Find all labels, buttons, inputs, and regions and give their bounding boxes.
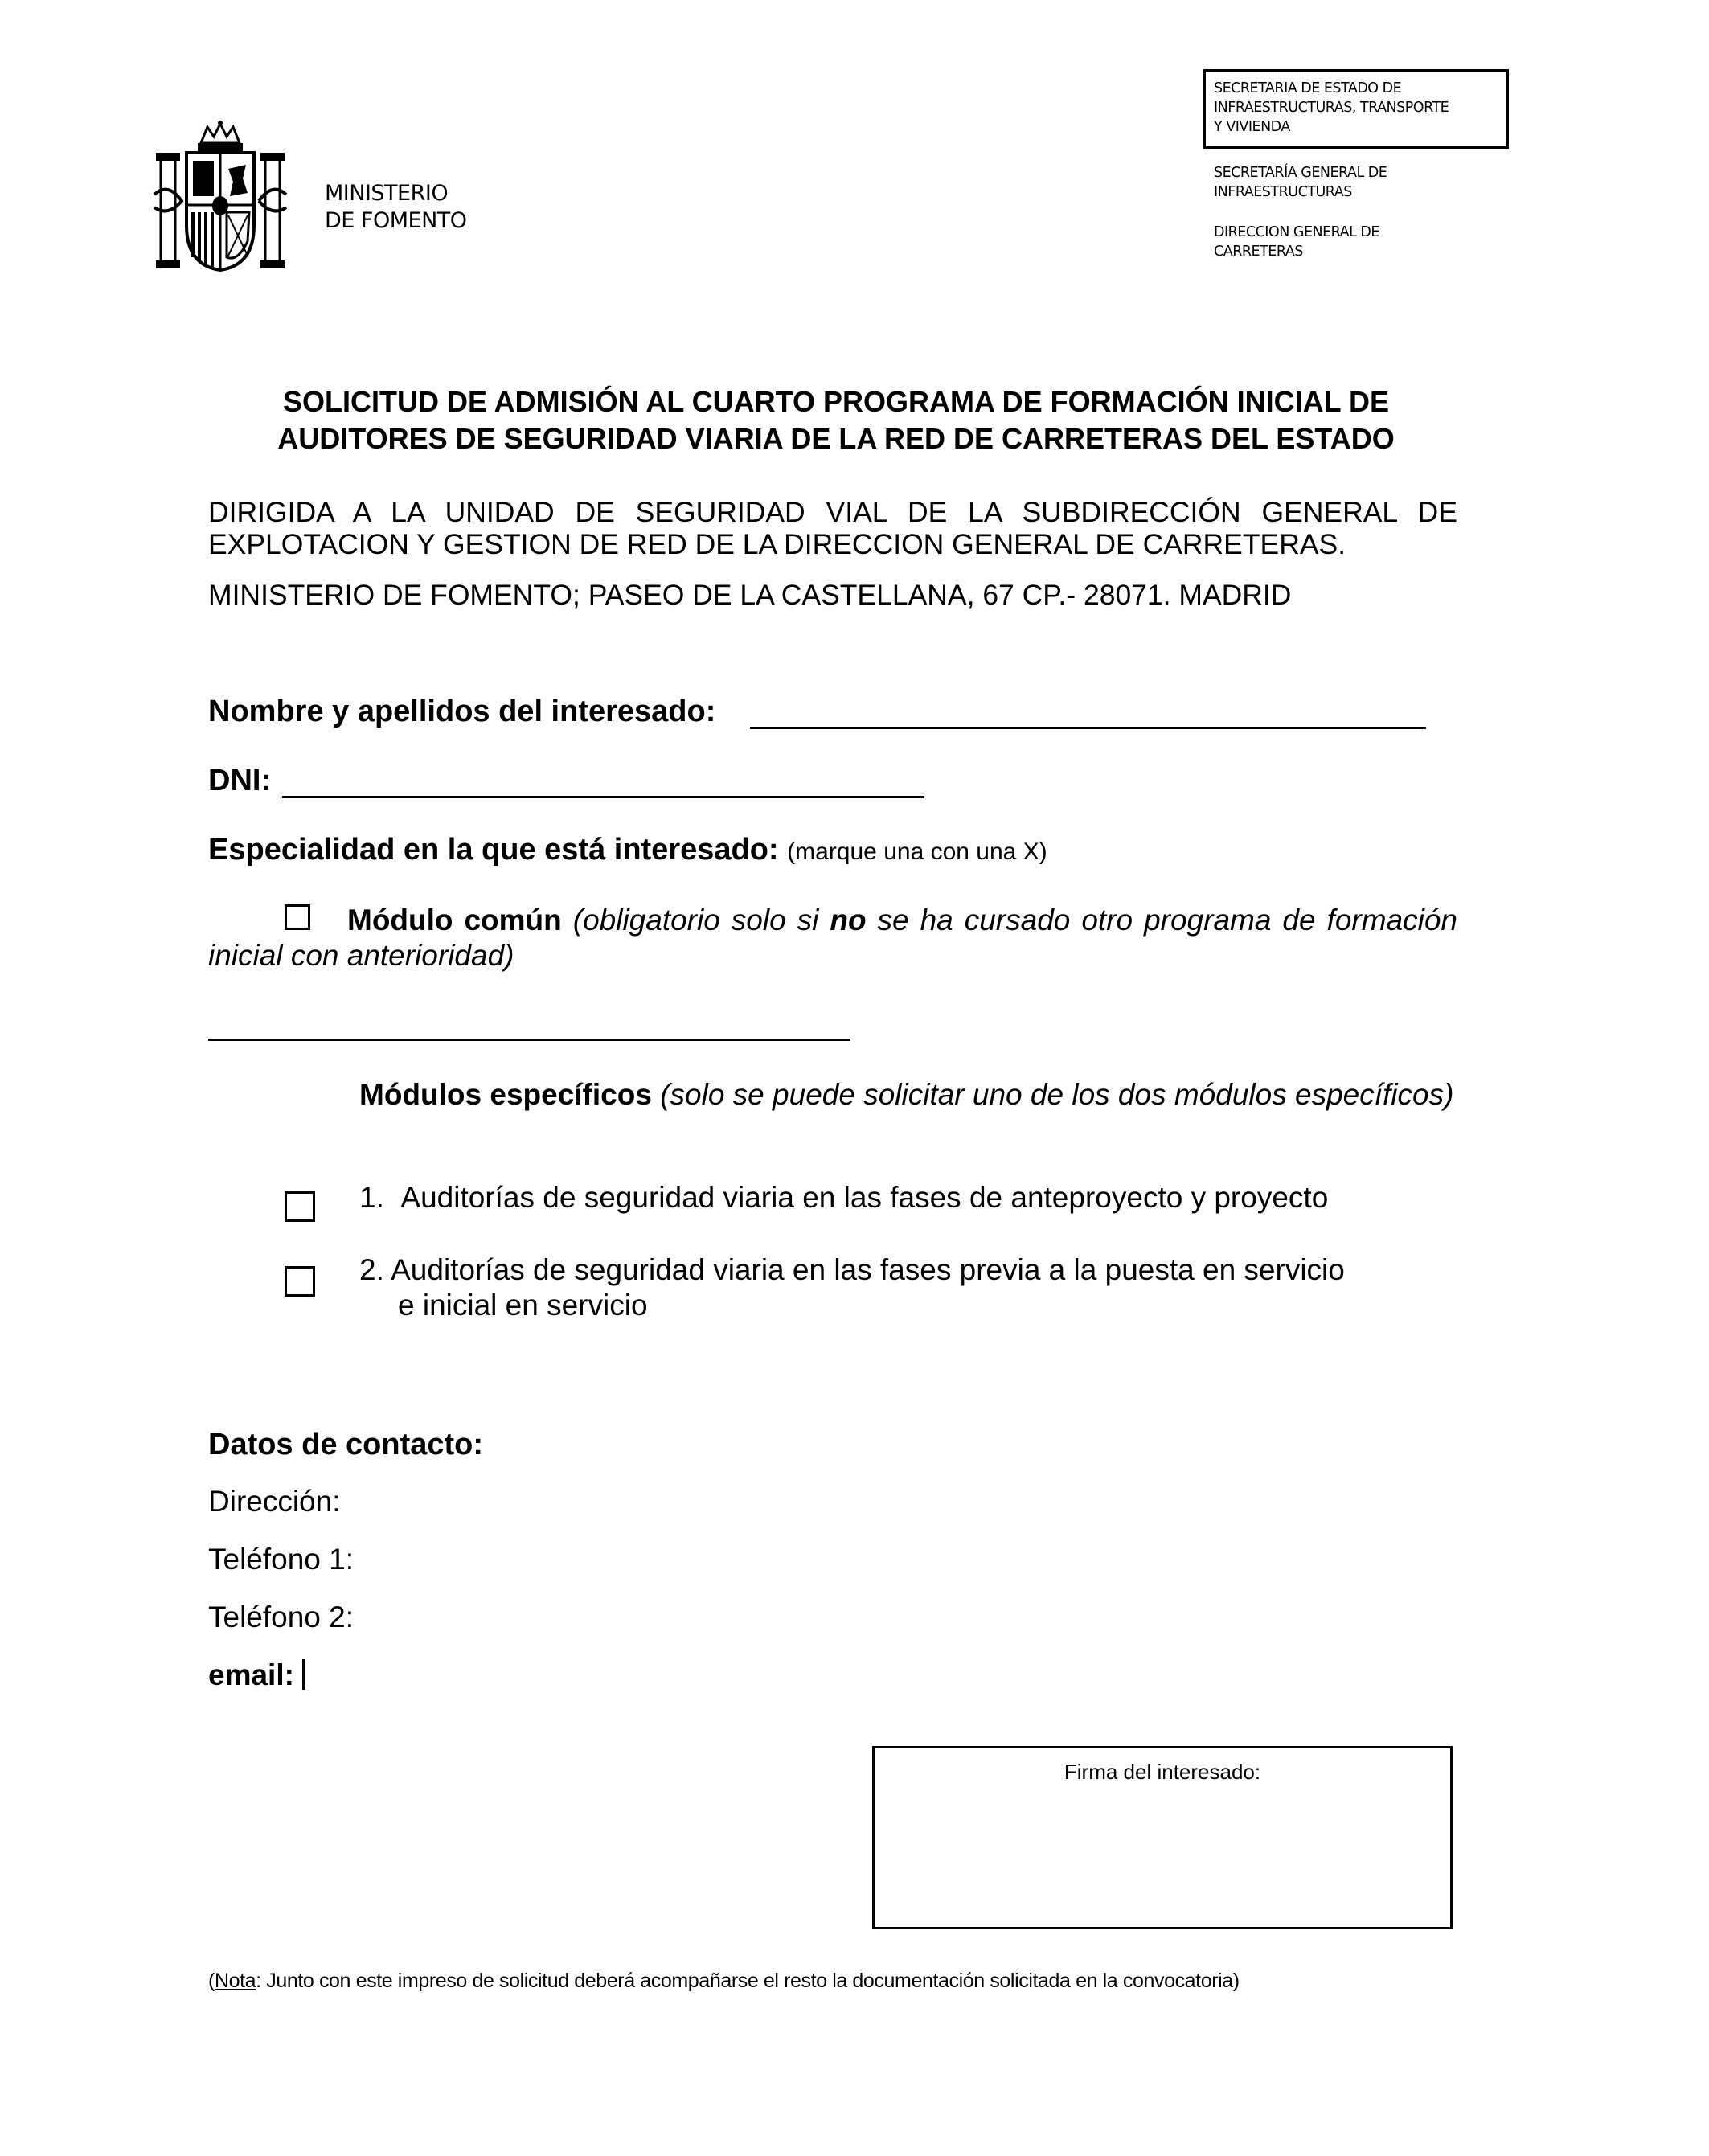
footnote-nota: Nota xyxy=(214,1970,256,1992)
signature-box[interactable] xyxy=(872,1746,1453,1929)
modulos-especificos-label: Módulos específicos xyxy=(359,1078,652,1111)
secretaria-general-line-1: SECRETARÍA GENERAL DE xyxy=(1214,165,1387,181)
option-1-checkbox[interactable] xyxy=(285,1191,315,1222)
name-field-line[interactable] xyxy=(750,727,1426,729)
email-label: email: xyxy=(208,1658,294,1691)
modulo-comun-note-after: se ha cursado otro programa de formación inicial con anterioridad) xyxy=(208,904,1457,972)
email-row xyxy=(208,1658,305,1693)
ministry-line-1: MINISTERIO xyxy=(325,181,449,206)
option-1-number: 1. xyxy=(359,1181,384,1214)
option-2-text-line-1: Auditorías de seguridad viaria en las fases previa a la puesta en servicio xyxy=(391,1253,1345,1286)
option-2-text-line-2: e inicial en servicio xyxy=(398,1289,648,1322)
contact-heading: Datos de contacto: xyxy=(208,1428,484,1461)
direccion-general-line-1: DIRECCION GENERAL DE xyxy=(1214,224,1379,240)
modulo-comun-note-bold: no xyxy=(830,904,867,937)
dni-field-line[interactable] xyxy=(282,796,924,798)
title-line-1: SOLICITUD DE ADMISIÓN AL CUARTO PROGRAMA DE FORMACIÓN INICIAL DE xyxy=(282,385,1389,418)
separator-line xyxy=(208,1039,850,1041)
option-2-checkbox[interactable] xyxy=(285,1266,315,1297)
modulo-comun-label: Módulo común xyxy=(347,904,562,937)
name-field-label: Nombre y apellidos del interesado: xyxy=(208,695,716,728)
text-cursor[interactable] xyxy=(302,1659,305,1690)
dept-box-line-3: Y VIVIENDA xyxy=(1214,119,1290,135)
direccion-general-line-2: CARRETERAS xyxy=(1214,244,1303,260)
coat-of-arms-logo xyxy=(151,121,289,273)
ministry-name xyxy=(325,180,467,235)
secretaria-general-line-2: INFRAESTRUCTURAS xyxy=(1214,184,1352,200)
option-2-number: 2. xyxy=(359,1253,384,1286)
document-title xyxy=(161,383,1511,457)
phone-2-label: Teléfono 2: xyxy=(208,1601,355,1633)
ministry-address: MINISTERIO DE FOMENTO; PASEO DE LA CASTELLANA, 67 CP.- 28071. MADRID xyxy=(208,579,1292,611)
modulos-especificos-note: (solo se puede solicitar uno de los dos módulos específicos) xyxy=(660,1078,1454,1111)
addressee-text: DIRIGIDA A LA UNIDAD DE SEGURIDAD VIAL DE LA SUBDIRECCIÓN GENERAL DE EXPLOTACION Y GESTION DE RED DE LA DIRECCION GENERAL DE CARRETERAS. xyxy=(208,496,1457,560)
option-2 xyxy=(359,1252,1457,1323)
title-line-2: AUDITORES DE SEGURIDAD VIARIA DE LA RED DE CARRETERAS DEL ESTADO xyxy=(277,422,1395,455)
dni-field-label: DNI: xyxy=(208,764,272,797)
footnote-text: : Junto con este impreso de solicitud deberá acompañarse el resto la documentación solicitada en la convocatoria) xyxy=(256,1970,1240,1992)
modulo-comun-text xyxy=(208,903,1457,973)
specialty-label xyxy=(208,831,1047,871)
secretaria-estado-box xyxy=(1203,69,1509,149)
address-label: Dirección: xyxy=(208,1485,341,1518)
modulos-especificos-text xyxy=(359,1077,1457,1113)
signature-label: Firma del interesado: xyxy=(1064,1760,1261,1784)
secretaria-general xyxy=(1214,163,1387,202)
option-1 xyxy=(359,1180,1328,1215)
dept-box-line-1: SECRETARIA DE ESTADO DE xyxy=(1214,80,1402,96)
direccion-general xyxy=(1214,223,1379,261)
specialty-hint: (marque una con una X) xyxy=(787,838,1047,865)
option-1-text: Auditorías de seguridad viaria en las fases de anteproyecto y proyecto xyxy=(400,1181,1329,1214)
specialty-label-text: Especialidad en la que está interesado: xyxy=(208,833,779,867)
footnote xyxy=(208,1968,1240,1994)
phone-1-label: Teléfono 1: xyxy=(208,1543,355,1576)
footnote-prefix: ( xyxy=(208,1970,215,1992)
dept-box-line-2: INFRAESTRUCTURAS, TRANSPORTE xyxy=(1214,100,1449,116)
modulo-comun-note-before: (obligatorio solo si xyxy=(572,904,819,937)
ministry-line-2: DE FOMENTO xyxy=(325,208,467,233)
